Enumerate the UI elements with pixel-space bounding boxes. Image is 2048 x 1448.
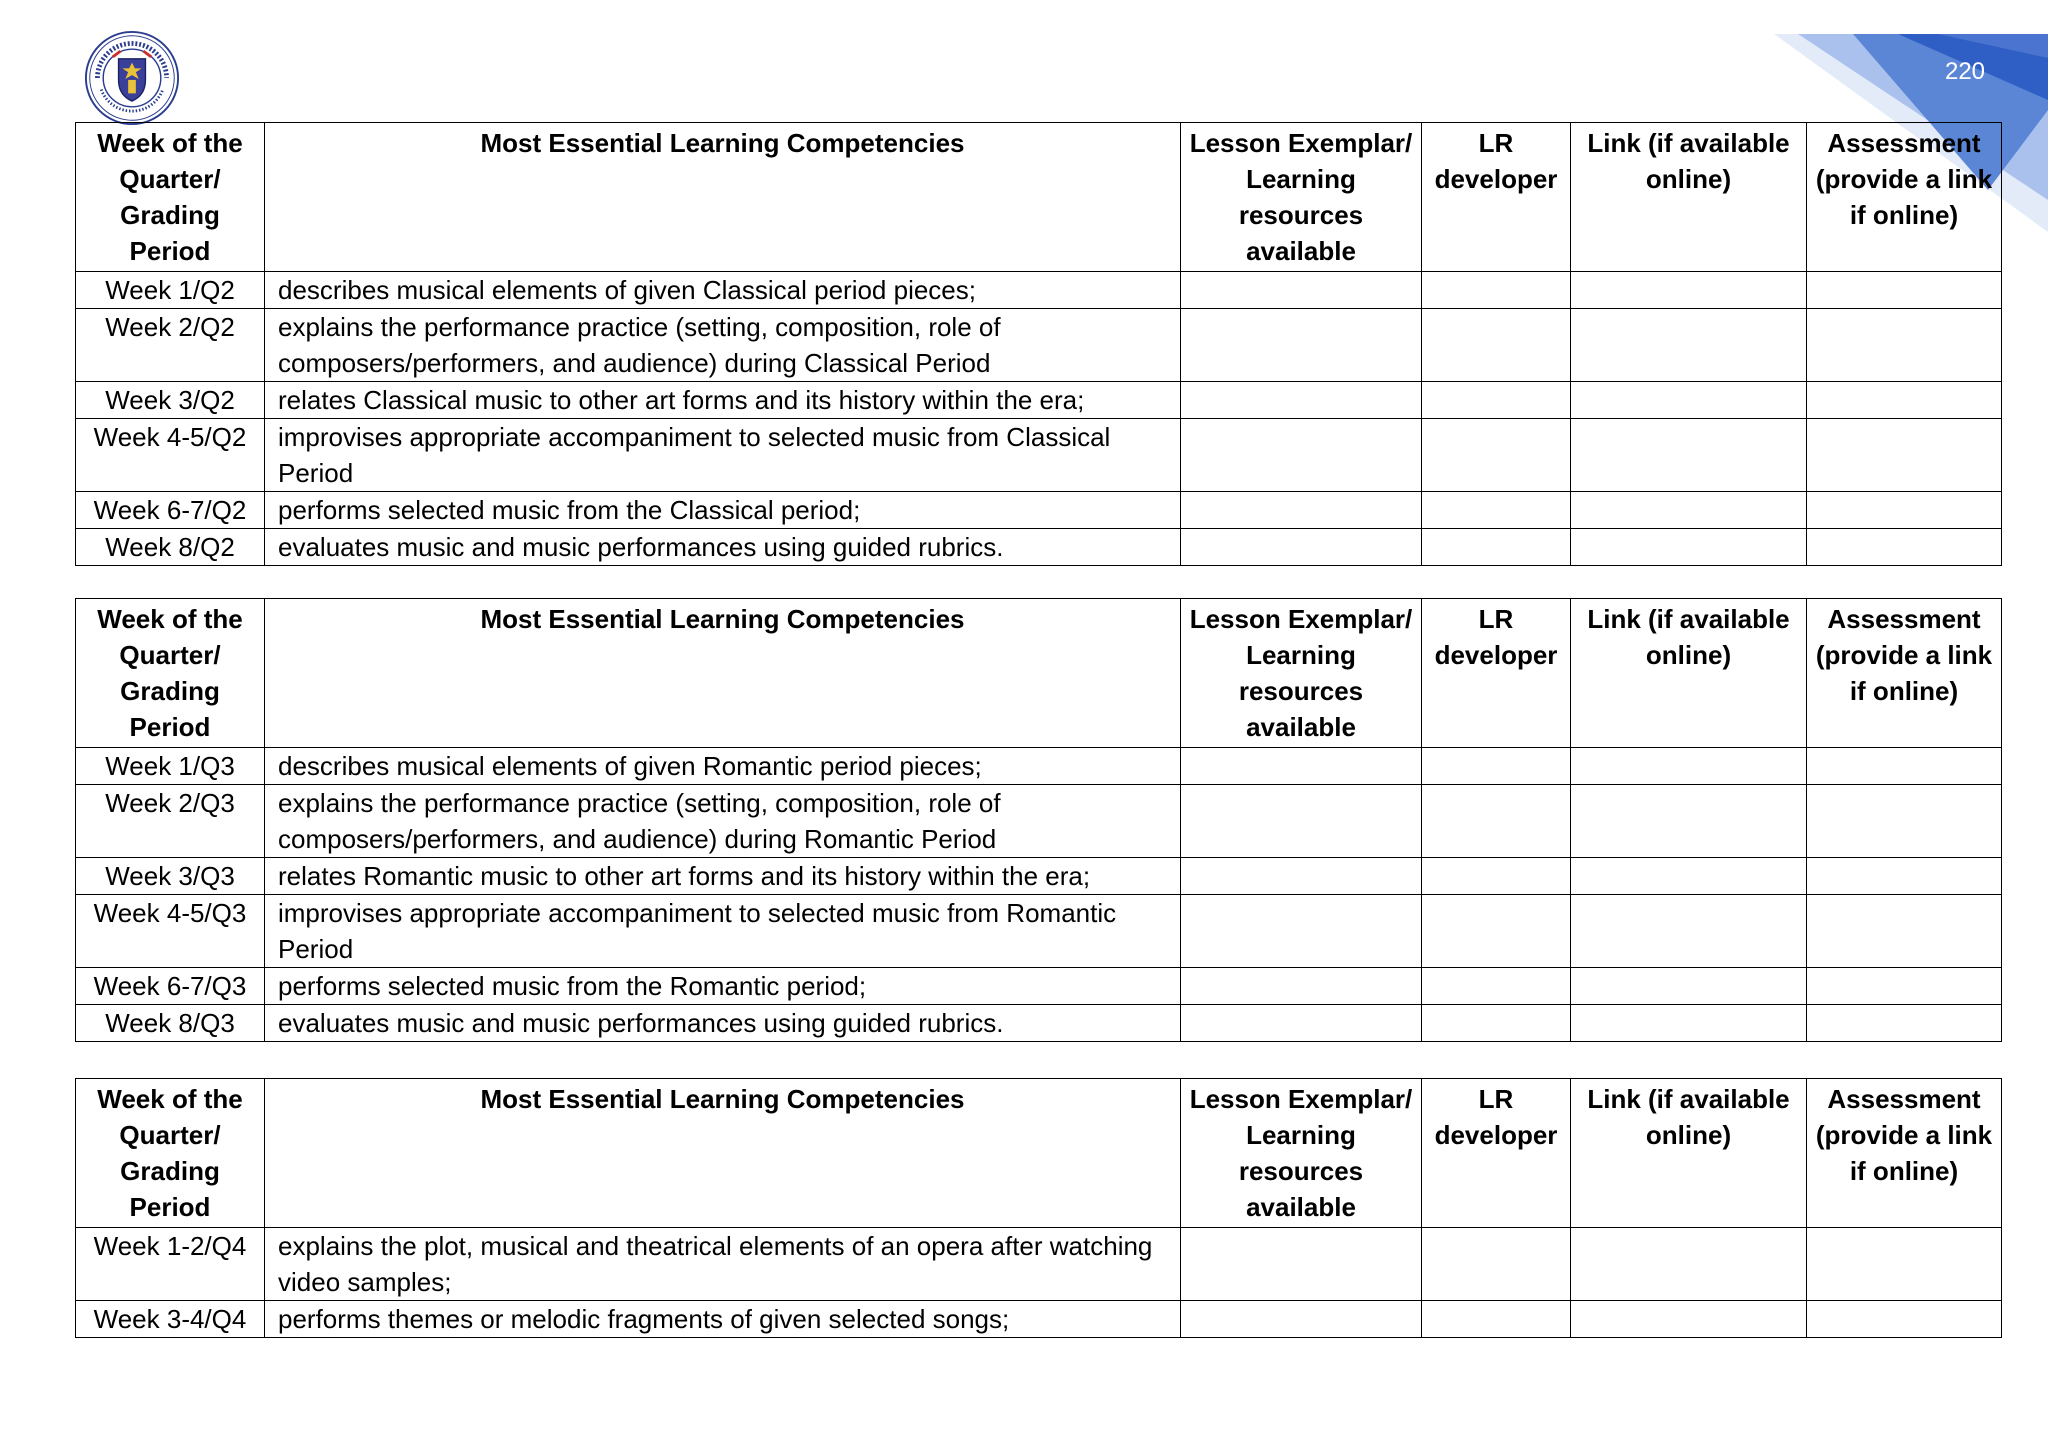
- link-cell: [1571, 492, 1807, 529]
- competency-cell: describes musical elements of given Romantic period pieces;: [265, 748, 1181, 785]
- competency-cell: explains the performance practice (setting, composition, role of composers/performers, and audience) during Romantic Period: [265, 785, 1181, 858]
- lesson-cell: [1181, 858, 1422, 895]
- header-link: Link (if available online): [1571, 599, 1807, 748]
- week-cell: Week 3/Q3: [76, 858, 265, 895]
- competency-cell: evaluates music and music performances using guided rubrics.: [265, 529, 1181, 566]
- header-week: Week of the Quarter/ Grading Period: [76, 123, 265, 272]
- link-cell: [1571, 272, 1807, 309]
- lr-cell: [1422, 895, 1571, 968]
- assessment-cell: [1807, 272, 2002, 309]
- lesson-cell: [1181, 309, 1422, 382]
- table-row: [76, 748, 2002, 785]
- competency-cell: performs selected music from the Romantic period;: [265, 968, 1181, 1005]
- week-cell: Week 2/Q3: [76, 785, 265, 858]
- competency-cell: explains the performance practice (setting, composition, role of composers/performers, and audience) during Classical Period: [265, 309, 1181, 382]
- week-cell: Week 6-7/Q2: [76, 492, 265, 529]
- header-lr-developer: LR developer: [1422, 1079, 1571, 1228]
- competency-cell: improvises appropriate accompaniment to selected music from Romantic Period: [265, 895, 1181, 968]
- lr-cell: [1422, 1301, 1571, 1338]
- assessment-cell: [1807, 785, 2002, 858]
- week-cell: Week 4-5/Q2: [76, 419, 265, 492]
- table-row: [76, 1301, 2002, 1338]
- lesson-cell: [1181, 785, 1422, 858]
- assessment-cell: [1807, 1228, 2002, 1301]
- assessment-cell: [1807, 968, 2002, 1005]
- table-row: [76, 309, 2002, 382]
- lr-cell: [1422, 382, 1571, 419]
- lesson-cell: [1181, 382, 1422, 419]
- header-link: Link (if available online): [1571, 1079, 1807, 1228]
- lesson-cell: [1181, 419, 1422, 492]
- lr-cell: [1422, 785, 1571, 858]
- header-week: Week of the Quarter/ Grading Period: [76, 1079, 265, 1228]
- lesson-cell: [1181, 968, 1422, 1005]
- competency-cell: explains the plot, musical and theatrical elements of an opera after watching video samples;: [265, 1228, 1181, 1301]
- link-cell: [1571, 382, 1807, 419]
- table-row: [76, 529, 2002, 566]
- table-row: [76, 1228, 2002, 1301]
- lesson-cell: [1181, 272, 1422, 309]
- deped-seal-logo: [84, 30, 180, 126]
- table-row: [76, 858, 2002, 895]
- competency-cell: improvises appropriate accompaniment to selected music from Classical Period: [265, 419, 1181, 492]
- header-link: Link (if available online): [1571, 123, 1807, 272]
- week-cell: Week 1/Q2: [76, 272, 265, 309]
- link-cell: [1571, 748, 1807, 785]
- lr-cell: [1422, 272, 1571, 309]
- competency-cell: performs selected music from the Classical period;: [265, 492, 1181, 529]
- assessment-cell: [1807, 492, 2002, 529]
- assessment-cell: [1807, 858, 2002, 895]
- lr-cell: [1422, 748, 1571, 785]
- table-row: [76, 382, 2002, 419]
- link-cell: [1571, 529, 1807, 566]
- lesson-cell: [1181, 1228, 1422, 1301]
- header-assessment: Assessment (provide a link if online): [1807, 599, 2002, 748]
- link-cell: [1571, 1005, 1807, 1042]
- table-row: [76, 895, 2002, 968]
- link-cell: [1571, 895, 1807, 968]
- page-number: 220: [1944, 58, 1986, 85]
- header-lesson-exemplar: Lesson Exemplar/ Learning resources available: [1181, 123, 1422, 272]
- lr-cell: [1422, 858, 1571, 895]
- header-assessment: Assessment (provide a link if online): [1807, 123, 2002, 272]
- header-competencies: Most Essential Learning Competencies: [265, 599, 1181, 748]
- week-cell: Week 3/Q2: [76, 382, 265, 419]
- lr-cell: [1422, 1005, 1571, 1042]
- header-competencies: Most Essential Learning Competencies: [265, 123, 1181, 272]
- table-header-row: [76, 123, 2002, 272]
- link-cell: [1571, 858, 1807, 895]
- week-cell: Week 6-7/Q3: [76, 968, 265, 1005]
- table-row: [76, 419, 2002, 492]
- lesson-cell: [1181, 1005, 1422, 1042]
- competency-cell: relates Romantic music to other art forms and its history within the era;: [265, 858, 1181, 895]
- header-lesson-exemplar: Lesson Exemplar/ Learning resources available: [1181, 599, 1422, 748]
- table-header-row: [76, 599, 2002, 748]
- competency-table-q2: [75, 122, 2002, 566]
- lesson-cell: [1181, 529, 1422, 566]
- link-cell: [1571, 1301, 1807, 1338]
- lesson-cell: [1181, 748, 1422, 785]
- lr-cell: [1422, 309, 1571, 382]
- lesson-cell: [1181, 1301, 1422, 1338]
- assessment-cell: [1807, 1005, 2002, 1042]
- assessment-cell: [1807, 419, 2002, 492]
- lesson-cell: [1181, 895, 1422, 968]
- week-cell: Week 2/Q2: [76, 309, 265, 382]
- competency-table-q4: [75, 1078, 2002, 1338]
- week-cell: Week 8/Q3: [76, 1005, 265, 1042]
- header-lr-developer: LR developer: [1422, 123, 1571, 272]
- header-lesson-exemplar: Lesson Exemplar/ Learning resources available: [1181, 1079, 1422, 1228]
- competency-cell: evaluates music and music performances using guided rubrics.: [265, 1005, 1181, 1042]
- table-row: [76, 1005, 2002, 1042]
- assessment-cell: [1807, 1301, 2002, 1338]
- lr-cell: [1422, 968, 1571, 1005]
- assessment-cell: [1807, 529, 2002, 566]
- week-cell: Week 8/Q2: [76, 529, 265, 566]
- header-lr-developer: LR developer: [1422, 599, 1571, 748]
- assessment-cell: [1807, 895, 2002, 968]
- link-cell: [1571, 785, 1807, 858]
- header-competencies: Most Essential Learning Competencies: [265, 1079, 1181, 1228]
- week-cell: Week 1-2/Q4: [76, 1228, 265, 1301]
- link-cell: [1571, 309, 1807, 382]
- lesson-cell: [1181, 492, 1422, 529]
- competency-cell: relates Classical music to other art forms and its history within the era;: [265, 382, 1181, 419]
- header-week: Week of the Quarter/ Grading Period: [76, 599, 265, 748]
- header-assessment: Assessment (provide a link if online): [1807, 1079, 2002, 1228]
- week-cell: Week 3-4/Q4: [76, 1301, 265, 1338]
- lr-cell: [1422, 529, 1571, 566]
- competency-table-q3: [75, 598, 2002, 1042]
- assessment-cell: [1807, 309, 2002, 382]
- link-cell: [1571, 1228, 1807, 1301]
- assessment-cell: [1807, 748, 2002, 785]
- table-row: [76, 492, 2002, 529]
- week-cell: Week 4-5/Q3: [76, 895, 265, 968]
- table-header-row: [76, 1079, 2002, 1228]
- competency-cell: describes musical elements of given Classical period pieces;: [265, 272, 1181, 309]
- table-row: [76, 968, 2002, 1005]
- link-cell: [1571, 419, 1807, 492]
- table-row: [76, 272, 2002, 309]
- week-cell: Week 1/Q3: [76, 748, 265, 785]
- lr-cell: [1422, 1228, 1571, 1301]
- assessment-cell: [1807, 382, 2002, 419]
- link-cell: [1571, 968, 1807, 1005]
- lr-cell: [1422, 492, 1571, 529]
- lr-cell: [1422, 419, 1571, 492]
- competency-cell: performs themes or melodic fragments of given selected songs;: [265, 1301, 1181, 1338]
- table-row: [76, 785, 2002, 858]
